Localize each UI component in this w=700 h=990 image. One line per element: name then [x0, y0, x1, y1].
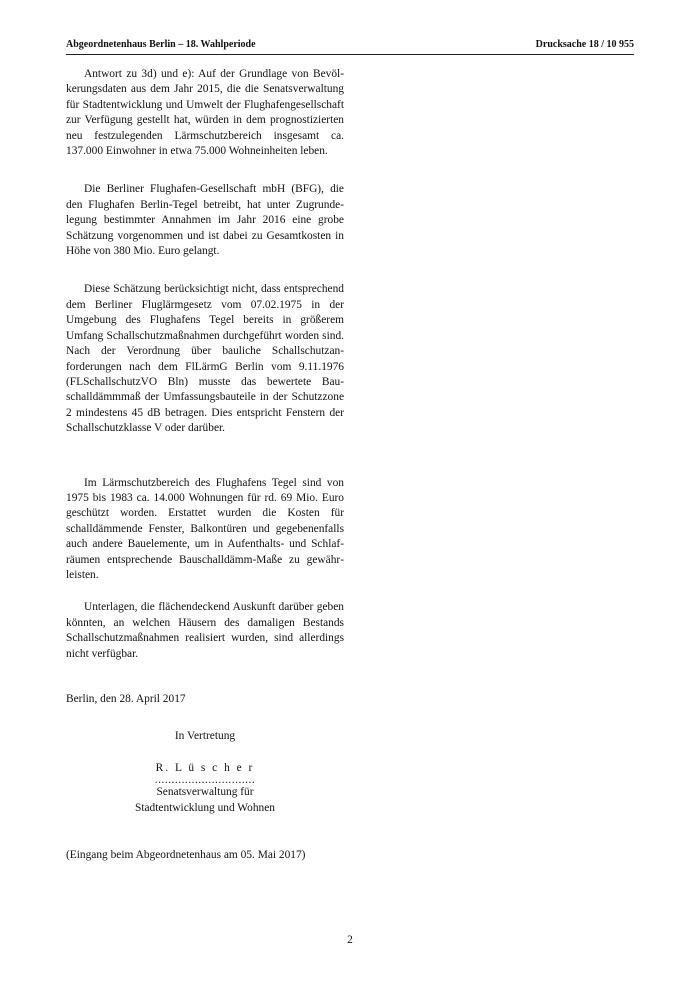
header-parliament-title: Abgeordnetenhaus Berlin – 18. Wahlperiode	[66, 39, 256, 50]
signature-organization-line-1: Senatsverwaltung für	[156, 786, 254, 799]
receipt-note: (Eingang beim Abgeordnetenhaus am 05. Mai 2017)	[66, 849, 306, 862]
paragraph-answer-3d-3e: Antwort zu 3d) und e): Auf der Grundlage von Bevölkerungsdaten aus dem Jahr 2015, die die Senatsverwaltung für Stadtentwicklung und Umwelt der Flughafengesellschaft zur Verfügung gestellt hat, würden in dem prognostizierten neu festzulegenden Lärmschutzbereich insgesamt ca. 137.000 Einwohner in etwa 75.000 Wohneinheiten leben.	[66, 68, 344, 158]
signature-intro: In Vertretung	[174, 730, 236, 743]
signatory-name: R. L ü s c h e r	[155, 761, 255, 774]
paragraph-estimate-caveat: Diese Schätzung berücksichtigt nicht, dass entsprechend dem Berliner Fluglärmgesetz vom 07.02.1975 in der Umgebung des Flughafens Tegel bereits in größerem Umfang Schallschutzmaßnahmen durchgeführt worden sind. Nach der Verordnung über bauliche Schallschutzanforderungen nach dem FlLärmG Berlin vom 9.11.1976 (FLSchallschutzVO Bln) musste das bewertete Bauschalldämmmaß der Umfassungsbauteile in der Schutzzone 2 mindestens 45 dB betragen. Dies entspricht Fenstern der Schallschutzklasse V oder darüber.	[66, 283, 344, 435]
paragraph-records-unavailable: Unterlagen, die flächendeckend Auskunft darüber geben könnten, an welchen Häusern des damaligen Bestands Schallschutzmaßnahmen realisiert wurden, sind allerdings nicht verfügbar.	[66, 601, 344, 660]
page-header	[66, 38, 634, 55]
answer-text-column	[66, 67, 344, 875]
paragraph-protection-history: Im Lärmschutzbereich des Flughafens Tegel sind von 1975 bis 1983 ca. 14.000 Wohnungen für rd. 69 Mio. Euro geschützt worden. Erstattet wurden die Kosten für schalldämmende Fenster, Balkontüren und gegebenenfalls auch andere Bauelemente, um in Aufenthalts- und Schlafräumen entsprechende Bauschalldämm-Maße zu gewährleisten.	[66, 476, 344, 581]
page-number: 2	[347, 934, 353, 946]
header-document-number: Drucksache 18 / 10 955	[535, 39, 634, 50]
signature-dotted-line: ..............................	[154, 774, 256, 787]
date-line: Berlin, den 28. April 2017	[66, 693, 186, 705]
paragraph-bfg-estimate: Die Berliner Flughafen-Gesellschaft mbH (BFG), die den Flughafen Berlin-Tegel betreibt, hat unter Zugrundelegung bestimmter Annahmen im Jahr 2016 eine grobe Schätzung vorgenommen und ist dabei zu Gesamtkosten in Höhe von 380 Mio. Euro gelangt.	[66, 183, 344, 258]
signature-organization-line-2: Stadtentwicklung und Wohnen	[135, 801, 275, 814]
signature-block	[66, 729, 344, 816]
